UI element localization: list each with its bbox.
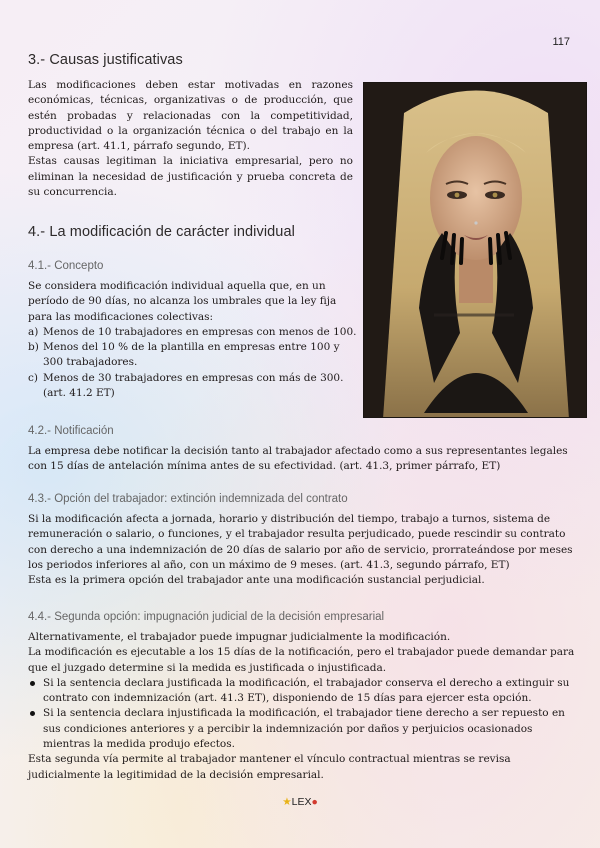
list-item-text: Si la sentencia declara injustificada la modificación, el trabajador tiene derecho a ser repuesto en sus condiciones anteriores y a percibir la indemnización por daños y perjuicios ocasionados mientras la medida produjo efectos.: [43, 707, 565, 751]
section-4-3-text-1: Si la modificación afecta a jornada, horario y distribución del tiempo, trabajo a turnos, sistema de remuneración o salario, o funciones, y el trabajador resulta perjudicado, puede rescindir su contrato con derecho a una indemnización de 20 días de salario por año de servicio, prorrateándose por meses los periodos inferiores al año, con un máximo de 9 meses. (art. 41.3, segundo párrafo, ET): [28, 513, 573, 571]
portrait-illustration: [364, 83, 587, 418]
list-item: [28, 706, 576, 752]
section-3-body: [28, 78, 353, 200]
section-4-3-title: 4.3.- Opción del trabajador: extinción indemnizada del contrato: [28, 493, 348, 505]
section-3-title: 3.- Causas justificativas: [28, 52, 183, 68]
section-4-2-body: [28, 444, 573, 475]
section-4-4-text-1: Alternativamente, el trabajador puede impugnar judicialmente la modificación.: [28, 631, 451, 643]
portrait-photo: [363, 82, 587, 418]
section-4-1-intro: Se considera modificación individual aquella que, en un período de 90 días, no alcanza los umbrales que la ley fija para las modificaciones colectivas:: [28, 280, 337, 323]
list-item-text: Menos del 10 % de la plantilla en empresas entre 100 y 300 trabajadores.: [43, 341, 340, 369]
section-3-paragraph-1: Las modificaciones deben estar motivadas en razones económicas, técnicas, organizativas o de producción, que estén probadas y relacionadas con la competitividad, productividad o la organización técnica o del trabajo en la empresa (art. 41.1, párrafo segundo, ET).: [28, 79, 353, 153]
section-4-2-title: 4.2.- Notificación: [28, 425, 114, 437]
section-4-1-title: 4.1.- Concepto: [28, 260, 104, 272]
section-4-4-body: [28, 630, 576, 783]
list-marker: c): [28, 371, 38, 384]
list-item: [28, 340, 358, 371]
list-item-text: Menos de 10 trabajadores en empresas con menos de 100.: [43, 325, 357, 338]
list-item-text: Si la sentencia declara justificada la modificación, el trabajador conserva el derecho a extinguir su contrato con indemnización (art. 41.3 ET), disponiendo de 15 días para ejercer esta opción.: [43, 676, 570, 705]
section-4-2-text: La empresa debe notificar la decisión tanto al trabajador afectado como a sus representantes legales con 15 días de antelación mínima antes de su efectividad. (art. 41.3, primer párrafo, ET): [28, 445, 568, 473]
page-number: 117: [552, 36, 570, 48]
section-3-paragraph-2: Estas causas legitiman la iniciativa empresarial, pero no eliminan la necesidad de justificación y prueba concreta de su concurrencia.: [28, 155, 353, 199]
bullet-icon: [30, 681, 35, 686]
list-item: [28, 676, 576, 707]
section-4-4-title: 4.4.- Segunda opción: impugnación judicial de la decisión empresarial: [28, 611, 385, 623]
section-4-3-text-2: Esta es la primera opción del trabajador ante una modificación sustancial perjudicial.: [28, 574, 485, 587]
list-item-text: Menos de 30 trabajadores en empresas con más de 300. (art. 41.2 ET): [43, 371, 344, 400]
list-item: [28, 371, 358, 402]
list-marker: a): [28, 325, 39, 338]
outcomes-list: [28, 676, 576, 752]
section-4-1-body: [28, 279, 358, 401]
footer-logo-text: LEX: [291, 796, 312, 808]
footer-logo: [0, 796, 600, 808]
list-item: [28, 325, 358, 340]
section-4-4-text-2: La modificación es ejecutable a los 15 días de la notificación, pero el trabajador puede demandar para que el juzgado determine si la medida es justificada o injustificada.: [28, 646, 575, 674]
section-4-title: 4.- La modificación de carácter individual: [28, 224, 295, 240]
bullet-icon: [30, 711, 35, 716]
thresholds-list: [28, 325, 358, 401]
list-marker: b): [28, 341, 39, 354]
drop-icon: ●: [311, 796, 318, 808]
section-4-3-body: [28, 512, 576, 588]
star-icon: ★: [282, 796, 292, 808]
section-4-4-text-3: Esta segunda vía permite al trabajador mantener el vínculo contractual mientras se revisa judicialmente la legitimidad de la decisión empresarial.: [28, 753, 511, 781]
